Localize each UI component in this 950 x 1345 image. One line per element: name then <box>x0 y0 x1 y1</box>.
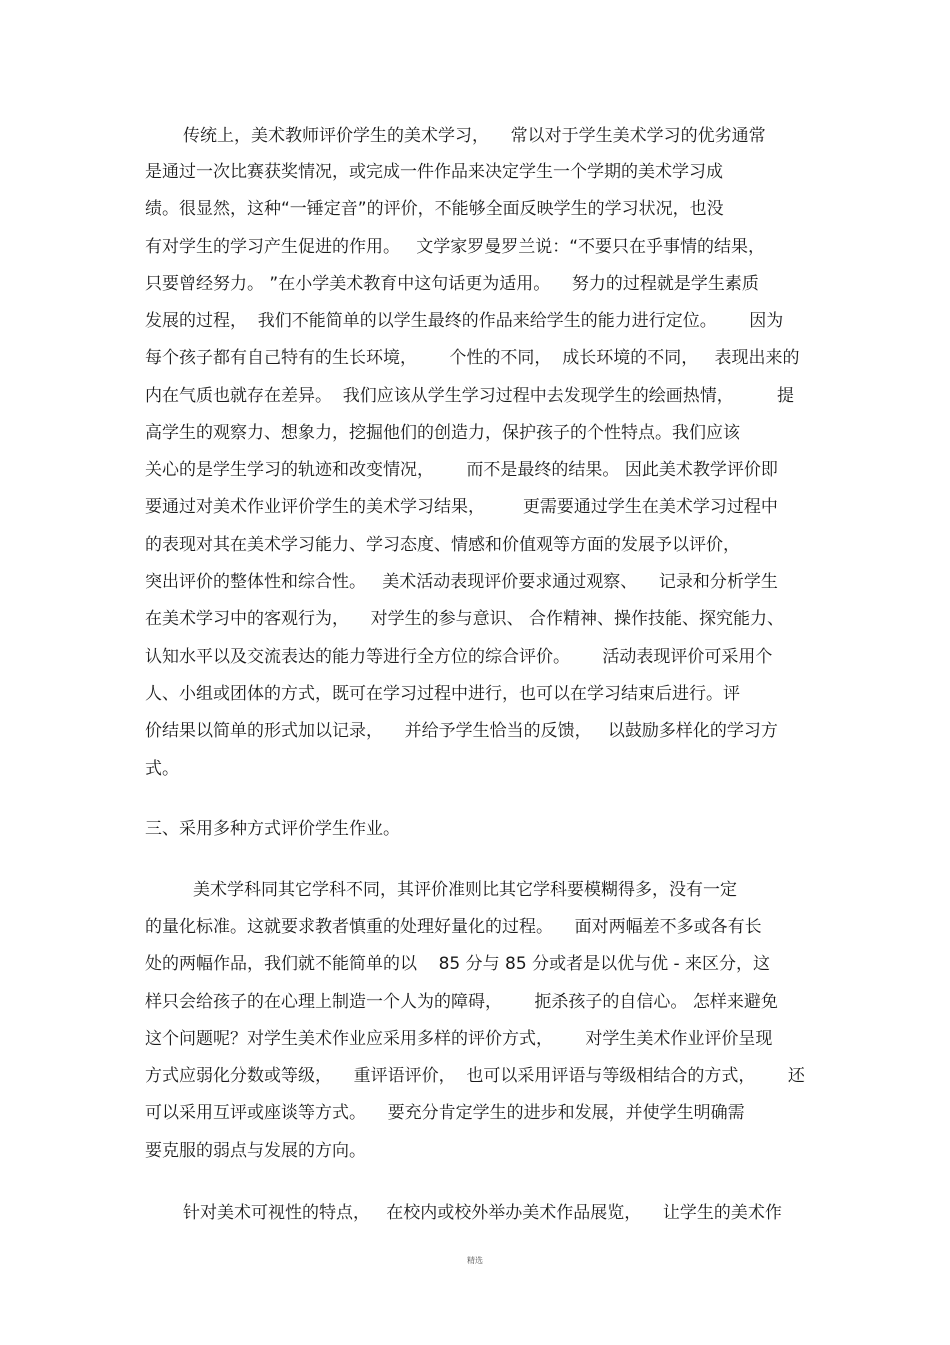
text-line: 传统上，美术教师评价学生的美术学习， 常以对于学生美术学习的优劣通常 <box>183 126 766 146</box>
text-line: 针对美术可视性的特点， 在校内或校外举办美术作品展览， 让学生的美术作 <box>183 1203 782 1223</box>
text-line: 美术学科同其它学科不同，其评价准则比其它学科要模糊得多，没有一定 <box>193 880 737 900</box>
section-heading: 三、采用多种方式评价学生作业。 <box>145 819 400 839</box>
text-line: 这个问题呢？对学生美术作业应采用多样的评价方式， 对学生美术作业评价呈现 <box>145 1029 773 1049</box>
text-line: 突出评价的整体性和综合性。 美术活动表现评价要求通过观察、 记录和分析学生 <box>145 572 778 592</box>
text-line: 式。 <box>145 759 179 779</box>
text-line: 关心的是学生学习的轨迹和改变情况， 而不是最终的结果。 因此美术教学评价即 <box>145 460 778 480</box>
text-line: 是通过一次比赛获奖情况，或完成一件作品来决定学生一个学期的美术学习成 <box>145 162 723 182</box>
text-line: 只要曾经努力。 ”在小学美术教育中这句话更为适用。 努力的过程就是学生素质 <box>145 274 759 294</box>
text-line: 内在气质也就存在差异。 我们应该从学生学习过程中去发现学生的绘画热情， 提 <box>145 386 795 406</box>
text-line: 在美术学习中的客观行为， 对学生的参与意识、 合作精神、操作技能、探究能力、 <box>145 609 785 629</box>
text-line: 高学生的观察力、想象力，挖掘他们的创造力，保护孩子的个性特点。我们应该 <box>145 423 740 443</box>
page-footer: 精选 <box>467 1256 483 1265</box>
text-line: 的表现对其在美术学习能力、学习态度、情感和价值观等方面的发展予以评价， <box>145 535 740 555</box>
text-line: 样只会给孩子的在心理上制造一个人为的障碍， 扼杀孩子的自信心。 怎样来避免 <box>145 992 778 1012</box>
text-line: 要通过对美术作业评价学生的美术学习结果， 更需要通过学生在美术学习过程中 <box>145 497 778 517</box>
text-line: 人、小组或团体的方式，既可在学习过程中进行，也可以在学习结束后进行。评 <box>145 684 740 704</box>
text-line: 认知水平以及交流表达的能力等进行全方位的综合评价。 活动表现评价可采用个 <box>145 647 773 667</box>
text-line: 绩。很显然，这种“一锤定音”的评价，不能够全面反映学生的学习状况，也没 <box>145 199 724 219</box>
text-line: 要克服的弱点与发展的方向。 <box>145 1141 366 1161</box>
text-line: 方式应弱化分数或等级， 重评语评价， 也可以采用评语与等级相结合的方式， 还 <box>145 1066 805 1086</box>
text-line: 有对学生的学习产生促进的作用。 文学家罗曼罗兰说：“不要只在乎事情的结果， <box>145 237 766 257</box>
text-line: 的量化标准。这就要求教者慎重的处理好量化的过程。 面对两幅差不多或各有长 <box>145 917 762 937</box>
text-line: 每个孩子都有自己特有的生长环境， 个性的不同， 成长环境的不同， 表现出来的 <box>145 348 800 368</box>
text-line: 发展的过程， 我们不能简单的以学生最终的作品来给学生的能力进行定位。 因为 <box>145 311 784 331</box>
text-line: 价结果以简单的形式加以记录， 并给予学生恰当的反馈， 以鼓励多样化的学习方 <box>145 721 778 741</box>
text-line: 处的两幅作品，我们就不能简单的以 85 分与 85 分或者是以优与优 - 来区分，这 <box>145 954 771 974</box>
text-line: 可以采用互评或座谈等方式。 要充分肯定学生的进步和发展，并使学生明确需 <box>145 1103 745 1123</box>
